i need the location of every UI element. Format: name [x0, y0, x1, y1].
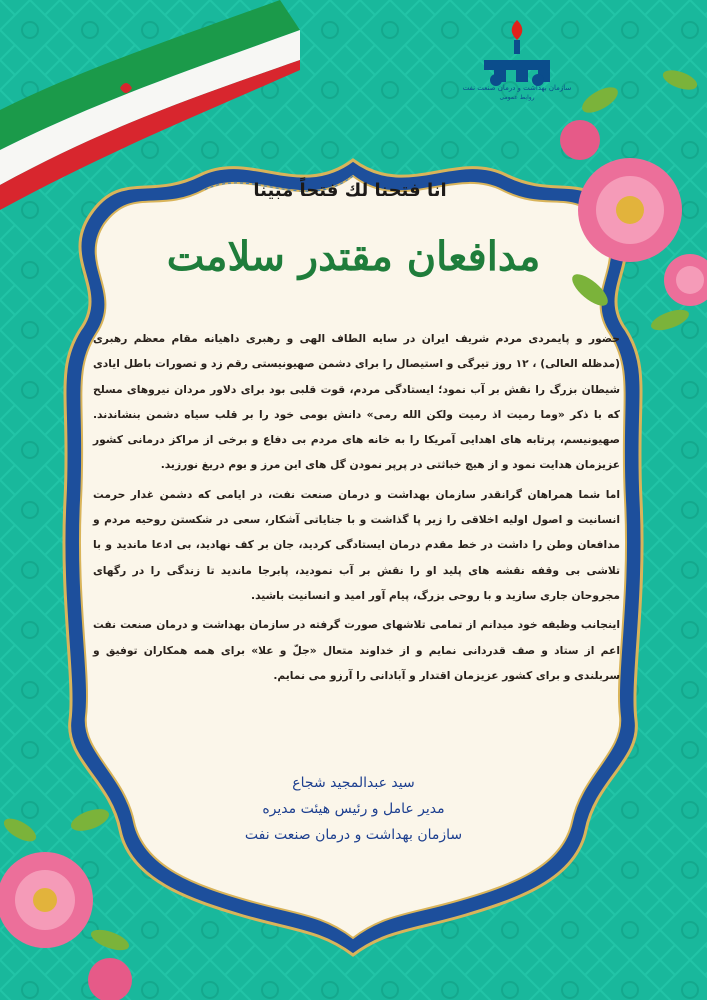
logo-org-name: سازمان بهداشت و درمان صنعت نفت — [462, 84, 572, 92]
page-title: مدافعان مقتدر سلامت — [166, 233, 541, 280]
paragraph: اینجانب وظیفه خود میدانم از تمامی تلاشهای صورت گرفته در سازمان بهداشت و درمان صنعت نفت اعم از ستاد و صف قدردانی نمایم و از خداوند متعال «جلّ و علا» برای همه همکاران توفیق و سربلندی و برای کشور عزیزمان اقتدار و آبادانی را آرزو می نمایم. — [93, 618, 620, 682]
signer-organization: سازمان بهداشت و درمان صنعت نفت — [244, 827, 463, 843]
rose-flower-icon — [560, 40, 707, 340]
logo-dept-name: روابط عمومی — [499, 93, 535, 101]
message-body — [93, 326, 620, 692]
paragraph: اما شما همراهان گرانقدر سازمان بهداشت و درمان صنعت نفت، در ایامی که دشمن غدار حرمت انسانیت و اصول اولیه اخلاقی را زیر پا گذاشت و با جنایاتی آشکار، سعی در شکستن روحیه مردم و مدافعان وطن را داشت در خط مقدم درمان ایستادگی کردید، جان بر کف نهادید، بی ادعا ماندید و با تلاشی بی وقفه نقشه های پلید او را نقش بر آب نمودید، پابرجا ماندید تا زندگی را در رگهای مجروحان جاری سازید و با روحی بزرگ، پیام آور امید و انسانیت باشید. — [93, 487, 620, 602]
signer-name: سید عبدالمجید شجاع — [292, 775, 415, 791]
quran-verse: انا فتحنا لك فتحاً مبينا — [253, 180, 447, 201]
rose-flower-icon — [0, 790, 140, 1000]
paragraph: حضور و پایمردی مردم شریف ایران در سایه الطاف الهی و رهبری داهیانه مقام معظم رهبری (مدظله العالی) ، ۱۲ روز تیرگی و استیصال را برای دشمن صهیونیستی رقم زد و تصورات باطل ایادی شیطان بزرگ را نقش بر آب نمود؛ ایستادگی مردم، قوت قلبی بود برای دلاور مردان نیروهای مسلح که با ذکر «وما رمیت اذ رمیت ولکن الله رمی» دانش بومی خود را بر قلب سیاه دشمن بنشاندند. صهیونیسم، پرتابه های اهدایی آمریکا را به خانه های مردم بی دفاع و برخی از مراکز درمانی کشور عزیزمان هدایت نمود و از هیچ خباثتی در پرپر نمودن گل های این مرز و بوم دریغ نورزید. — [93, 332, 620, 472]
signer-position: مدیر عامل و رئیس هیئت مدیره — [262, 801, 445, 817]
signature-block — [190, 770, 517, 848]
